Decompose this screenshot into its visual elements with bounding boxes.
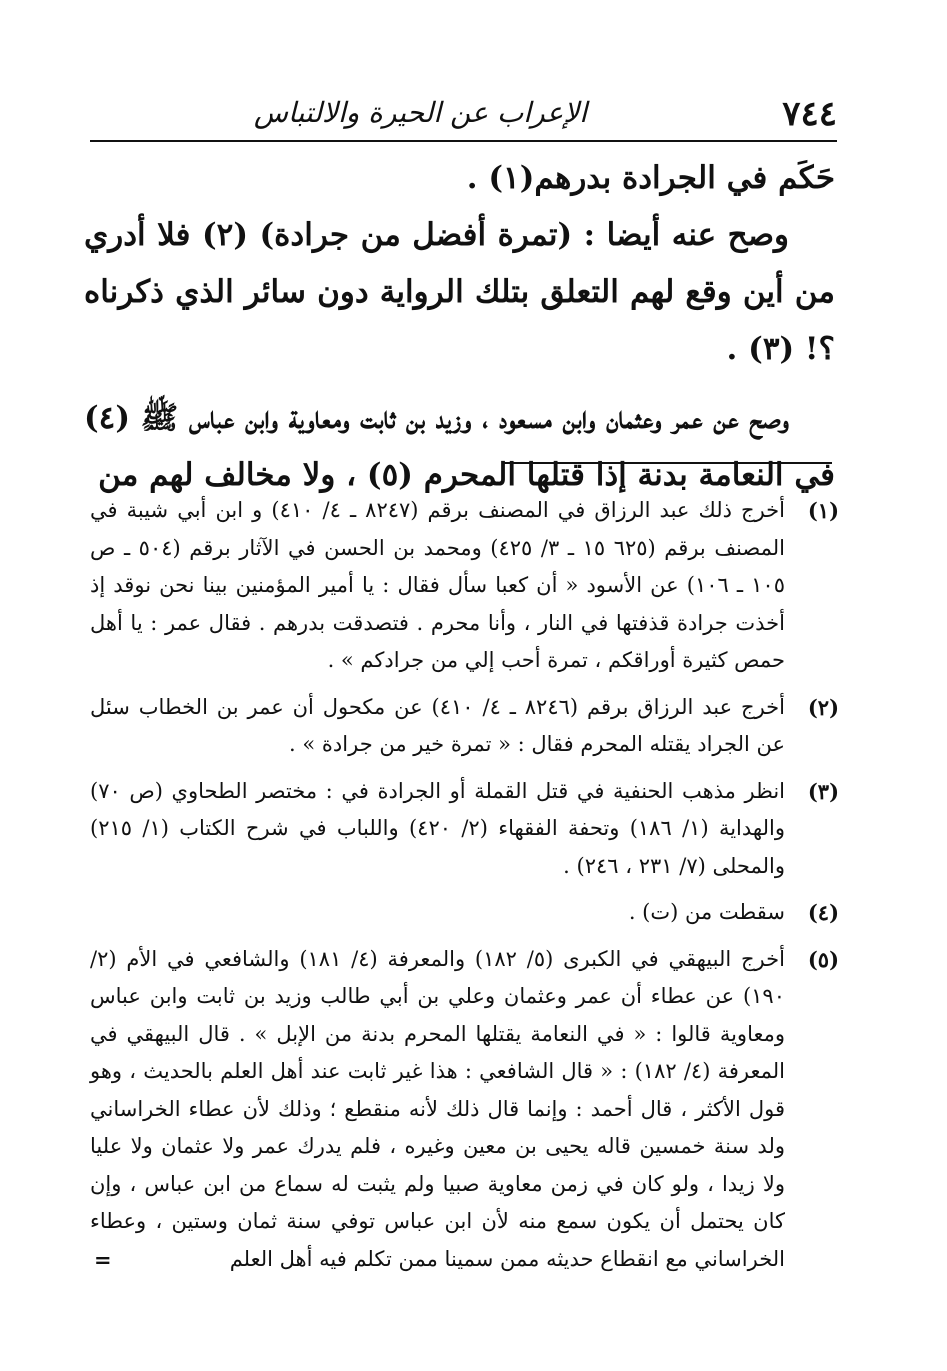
paragraph: وصح عن عمر وعثمان وابن مسعود ، وزيد بن ثابت ومعاوية وابن عباس ﷺ (٤) في النعامة بدنة إذا قتلها المحرم (٥) ، ولا مخالف لهم من (84, 400, 835, 493)
footnotes (90, 492, 839, 1287)
page-number: ٧٤٤ (782, 94, 837, 134)
continuation-mark: = (94, 1246, 112, 1272)
running-title: الإعراب عن الحيرة والالتباس (253, 96, 587, 129)
footnote (90, 894, 839, 932)
paragraph: وصح عنه أيضا : (تمرة أفضل من جرادة) (٢) فلا أدري من أين وقع لهم التعلق بتلك الرواية دون سائر الذي ذكرناه ؟! (٣) . (84, 217, 835, 367)
main-text (84, 150, 835, 504)
footnote-text (90, 941, 785, 1279)
footnote-separator (502, 462, 832, 464)
paragraph-spacer (84, 378, 835, 390)
footnote-text: سقطت من (ت) . (628, 900, 785, 924)
paragraph: حَكَم في الجرادة بدرهم(١) . (466, 160, 835, 196)
page-header (90, 86, 837, 142)
footnote (90, 492, 839, 680)
footnote-number: (١) (807, 498, 839, 523)
footnote-text: أخرج عبد الرزاق برقم (٨٢٤٦ ـ ٤/ ٤١٠) عن مكحول أن عمر بن الخطاب سئل عن الجراد يقتله المحرم فقال : « تمرة خير من جرادة » . (90, 694, 785, 756)
footnote-body: أخرج البيهقي في الكبرى (٥/ ١٨٢) والمعرفة (٤/ ١٨١) والشافعي في الأم (٢/ ١٩٠) عن عطاء أن عمر وعثمان وعلي بن أبي طالب وزيد بن ثابت وابن عباس ومعاوية قالوا : « في النعامة يقتلها المحرم بدنة من الإبل » . قال البيهقي في المعرفة (٤/ ١٨٢) : « قال الشافعي : هذا غير ثابت عند أهل العلم بالحديث ، وهو قول الأكثر ، قال أحمد : وإنما قال ذلك لأنه منقطع ؛ وذلك لأن عطاء الخراساني ولد سنة خمسين قاله يحيى بن معين وغيره ، فلم يدرك عمر ولا عثمان ولا عليا ولا زيدا ، ولو كان في زمن معاوية صبيا ولم يثبت له سماع من ابن عباس ، وإن كان يحتمل أن يكون سمع منه لأن ابن عباس توفي سنة ثمان وستين ، وعطاء الخراساني مع انقطاع حديثه ممن سمينا ممن تكلم فيه أهل العلم (90, 946, 785, 1271)
footnote (90, 689, 839, 764)
footnote-number: (٥) (807, 946, 839, 972)
footnote (90, 773, 839, 886)
footnote-number: (٢) (807, 694, 839, 720)
footnote-text: انظر مذهب الحنفية في قتل القملة أو الجرادة في : مختصر الطحاوي (ص ٧٠) والهداية (١/ ١٨٦) وتحفة الفقهاء (٢/ ٤٢٠) واللباب في شرح الكتاب (١/ ٢١٥) والمحلى (٧/ ٢٣١ ، ٢٤٦) . (90, 778, 785, 878)
footnote-number: (٣) (807, 778, 839, 804)
footnote-text: أخرج ذلك عبد الرزاق في المصنف برقم (٨٢٤٧ ـ ٤/ ٤١٠) و ابن أبي شيبة في المصنف برقم (٦٢٥ ١٥ ـ ٣/ ٤٢٥) ومحمد بن الحسن في الآثار برقم (٥٠٤ ـ ص ١٠٥ ـ ١٠٦) عن الأسود « أن كعبا سأل فقال : يا أمير المؤمنين بينا نحن نوقد إذ أخذت جرادة قذفتها في النار ، وأنا محرم . فتصدقت بدرهم . فقال عمر : يا أهل حمص كثيرة أوراقكم ، تمرة أحب إلي من جرادكم » . (90, 498, 785, 672)
footnote (90, 941, 839, 1279)
footnote-number: (٤) (807, 900, 839, 925)
